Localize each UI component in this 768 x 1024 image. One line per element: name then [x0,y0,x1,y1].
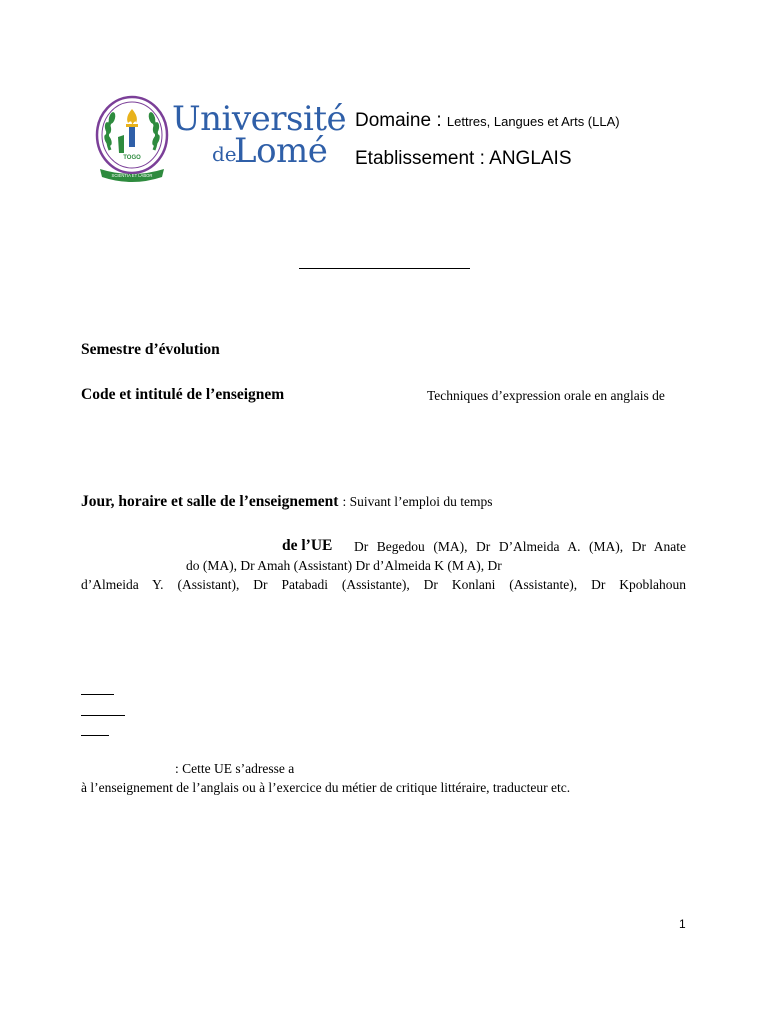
etablissement-line [355,148,572,170]
domaine-label: Domaine : [355,110,442,131]
public-line2: à l’enseignement de l’anglais ou à l’exercice du métier de critique littéraire, traducteur etc. [81,780,571,795]
wordmark-de: de [212,142,237,166]
jour-label: Jour, horaire et salle de l’enseignement [81,493,339,510]
university-wordmark [172,99,347,174]
code-label: Code et intitulé de l’enseignem [81,386,285,403]
title-blank-rule [299,268,470,269]
page-number: 1 [679,917,686,931]
domaine-line [355,110,620,132]
jour-value: : Suivant l’emploi du temps [342,494,493,509]
code-value: Techniques d’expression orale en anglais de [427,388,665,403]
seal-motto-text: SCIENTIA ET LABOR [111,173,153,178]
ue-teachers-line3: d’Almeida Y. (Assistant), Dr Patabadi (Assistante), Dr Konlani (Assistante), Dr Kpoblahoun [81,577,686,592]
university-seal-logo [94,95,170,185]
blank-rule-1 [81,694,114,695]
blank-rule-3 [81,735,109,736]
semestre-label: Semestre d’évolution [81,341,220,358]
public-line1: : Cette UE s’adresse a [175,761,295,776]
jour-line [81,493,492,511]
domaine-value: Lettres, Langues et Arts (LLA) [446,114,620,129]
ue-label-line [282,537,332,555]
etablissement-value: ANGLAIS [489,148,572,169]
etablissement-label: Etablissement : [355,148,485,169]
wordmark-universite: Université [172,99,347,139]
blank-rule-2 [81,715,125,716]
ue-teachers-line1: Dr Begedou (MA), Dr D’Almeida A. (MA), Dr Anate [354,539,686,554]
wordmark-lome: Lomé [234,131,328,171]
ue-teachers-line2: do (MA), Dr Amah (Assistant) Dr d’Almeida K (M A), Dr [186,558,502,573]
seal-country-text: TOGO [123,155,141,161]
ue-label: de l’UE [282,537,333,554]
